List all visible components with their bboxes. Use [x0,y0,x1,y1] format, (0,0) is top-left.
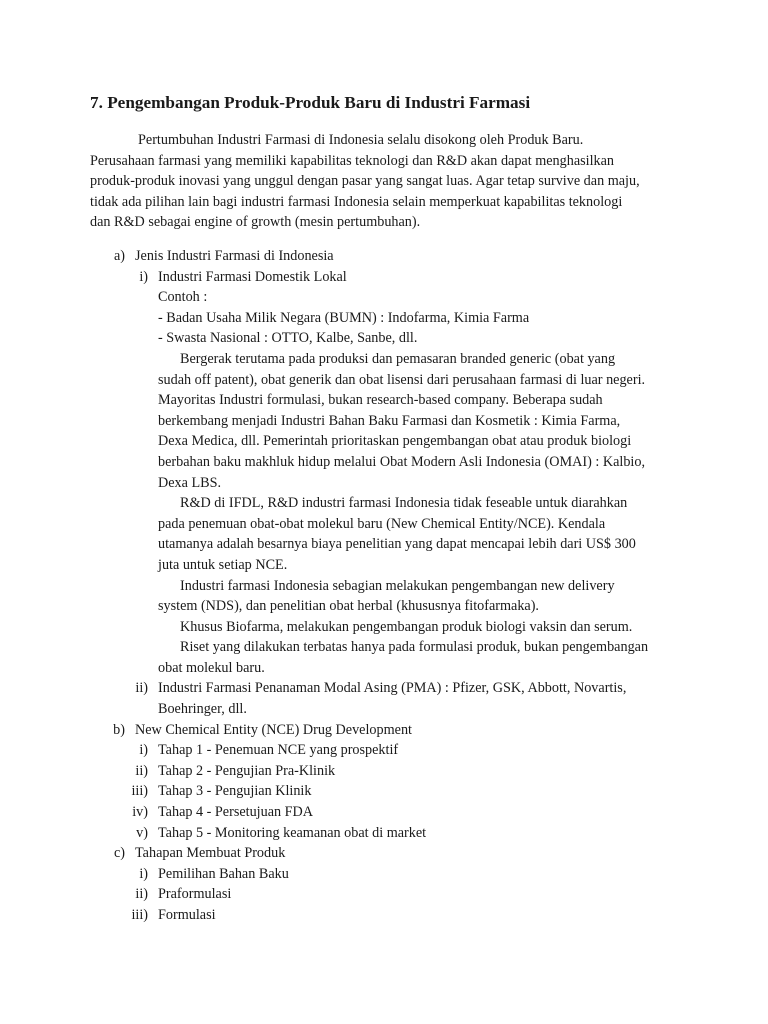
list-marker: b) [113,721,125,738]
outline-line [0,287,768,308]
list-text: Tahap 4 - Persetujuan FDA [158,804,314,821]
outline-line [0,884,768,905]
list-marker: i) [139,268,148,285]
list-text: Tahap 1 - Penemuan NCE yang prospektif [158,742,399,759]
list-text: pada penemuan obat-obat molekul baru (New Chemical Entity/NCE). Kendala [158,515,606,532]
list-marker: c) [113,845,125,862]
list-marker: a) [113,248,125,264]
list-text: Jenis Industri Farmasi di Indonesia [135,248,334,264]
list-text: Khusus Biofarma, melakukan pengembangan produk biologi vaksin dan serum. [180,618,633,635]
outline-line [0,678,768,699]
list-text: Industri Farmasi Domestik Lokal [158,268,347,285]
outline-line [0,658,768,679]
intro-paragraph [90,130,670,233]
list-text: utamanya adalah besarnya biaya penelitian yang dapat mencapai lebih dari US$ 300 [158,536,636,553]
outline-line [0,576,768,597]
outline-line [0,740,768,761]
list-text: system (NDS), dan penelitian obat herbal (khususnya fitofarmaka). [158,598,539,615]
list-marker: ii) [135,680,148,697]
outline-line [0,473,768,494]
list-text: Industri farmasi Indonesia sebagian melakukan pengembangan new delivery [180,577,615,594]
outline-line [0,328,768,349]
outline-line [0,452,768,473]
outline-line [0,534,768,555]
outline-line [0,720,768,741]
outline-line [0,637,768,658]
outline-line [0,761,768,782]
list-text: - Badan Usaha Milik Negara (BUMN) : Indofarma, Kimia Farma [158,309,530,326]
list-marker: ii) [135,762,148,779]
list-text: Bergerak terutama pada produksi dan pemasaran branded generic (obat yang [180,350,616,367]
intro-line: Pertumbuhan Industri Farmasi di Indonesia selalu disokong oleh Produk Baru. [138,132,584,148]
list-text: Industri Farmasi Penanaman Modal Asing (PMA) : Pfizer, GSK, Abbott, Novartis, [158,680,627,697]
outline-line [0,349,768,370]
list-marker: ii) [135,886,148,903]
outline-line [0,493,768,514]
section-title: 7. Pengembangan Produk-Produk Baru di Industri Farmasi [90,93,531,112]
list-text: obat molekul baru. [158,659,265,676]
intro-line: tidak ada pilihan lain bagi industri farmasi Indonesia selain memperkuat kapabilitas teknologi [90,193,623,210]
outline-line [0,246,768,267]
outline-line [0,308,768,329]
outline-line [0,617,768,638]
list-text: Dexa LBS. [158,474,222,491]
list-text: Mayoritas Industri formulasi, bukan research-based company. Beberapa sudah [158,392,603,409]
list-text: juta untuk setiap NCE. [158,556,288,573]
list-text: Tahap 3 - Pengujian Klinik [158,783,312,800]
list-text: Contoh : [158,289,208,306]
outline-line [0,267,768,288]
list-text: New Chemical Entity (NCE) Drug Development [135,721,412,738]
outline-line [0,864,768,885]
list-marker: iii) [131,783,148,800]
outline-line [0,370,768,391]
list-marker: i) [139,742,148,759]
list-text: berkembang menjadi Industri Bahan Baku Farmasi dan Kosmetik : Kimia Farma, [158,412,621,429]
list-text: sudah off patent), obat generik dan obat lisensi dari perusahaan farmasi di luar negeri. [158,371,646,388]
list-text: Praformulasi [158,886,232,903]
list-text: Riset yang dilakukan terbatas hanya pada formulasi produk, bukan pengembangan [180,639,649,656]
list-text: Boehringer, dll. [158,701,247,718]
list-text: Formulasi [158,907,216,923]
list-text: - Swasta Nasional : OTTO, Kalbe, Sanbe, dll. [158,330,418,347]
outline-line [0,843,768,864]
outline-line [0,802,768,823]
list-text: Dexa Medica, dll. Pemerintah prioritaskan pengembangan obat atau produk biologi [158,433,632,450]
outline-line [0,431,768,452]
list-text: Tahap 2 - Pengujian Pra-Klinik [158,762,336,779]
outline-line [0,514,768,535]
list-text: Pemilihan Bahan Baku [158,865,289,882]
list-marker: i) [139,865,148,882]
list-text: Tahap 5 - Monitoring keamanan obat di market [158,824,427,841]
outline-line [0,823,768,844]
list-marker: iv) [132,804,148,821]
list-marker: v) [136,824,148,841]
outline-line [0,390,768,411]
outline-line [0,555,768,576]
outline-line [0,596,768,617]
outline-list [0,246,768,926]
list-text: Tahapan Membuat Produk [135,845,286,862]
outline-line [0,781,768,802]
outline-line [0,411,768,432]
list-text: berbahan baku makhluk hidup melalui Obat Modern Asli Indonesia (OMAI) : Kalbio, [158,453,646,470]
outline-line [0,699,768,720]
intro-line: produk-produk inovasi yang unggul dengan pasar yang sangat luas. Agar tetap survive dan maju, [90,173,640,190]
list-text: R&D di IFDL, R&D industri farmasi Indonesia tidak feseable untuk diarahkan [180,495,628,512]
intro-line: Perusahaan farmasi yang memiliki kapabilitas teknologi dan R&D akan dapat menghasilkan [90,152,615,169]
intro-line: dan R&D sebagai engine of growth (mesin pertumbuhan). [90,214,421,231]
outline-line [0,905,768,926]
list-marker: iii) [131,907,148,923]
